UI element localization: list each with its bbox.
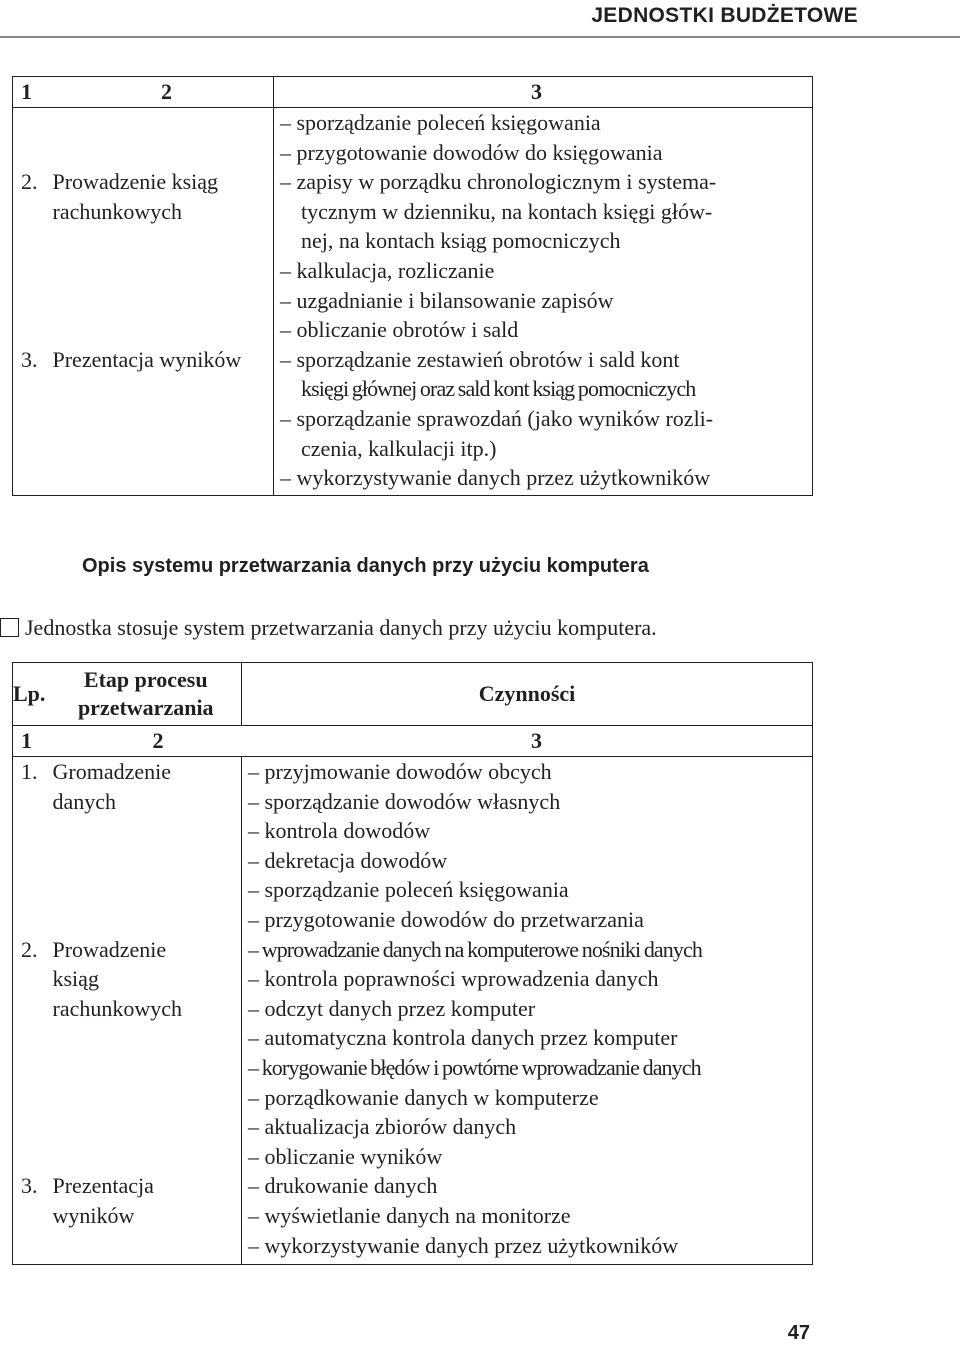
activity-item: – obliczanie obrotów i sald	[280, 317, 519, 343]
activity-item: – sporządzanie poleceń księgowania	[248, 877, 569, 903]
row-activities	[274, 108, 813, 168]
row-lp	[13, 108, 51, 168]
activity-item: – aktualizacja zbiorów danych	[248, 1114, 517, 1140]
activity-item-continuation: księgi głównej oraz sald kont ksiąg pomocniczych	[301, 376, 696, 402]
col-number-1: 1	[13, 77, 51, 108]
row-stage	[51, 935, 242, 1172]
header-rule	[0, 36, 960, 38]
activity-item: – przygotowanie dowodów do przetwarzania	[248, 906, 644, 932]
row-lp: 3.	[21, 346, 38, 372]
row-stage	[51, 108, 274, 168]
table-row	[13, 757, 813, 935]
stage-line: wyników	[52, 1202, 135, 1228]
page-number: 47	[787, 1322, 810, 1344]
stage-line: danych	[52, 788, 117, 814]
activity-item: – sporządzanie dowodów własnych	[248, 788, 561, 814]
row-lp: 1.	[21, 759, 38, 784]
processing-table-manual	[12, 76, 813, 496]
activity-item: – kontrola poprawności wprowadzenia danych	[248, 966, 659, 992]
activity-item: – kontrola dowodów	[248, 818, 431, 844]
activity-item: – porządkowanie danych w komputerze	[248, 1084, 599, 1110]
checkbox[interactable]	[0, 618, 19, 637]
activity-item: – przygotowanie dowodów do księgowania	[280, 139, 663, 165]
row-stage: Prezentacja wyników	[52, 346, 242, 372]
row-stage: Prowadzenie ksiąg rachunkowych	[52, 169, 219, 224]
activity-item-continuation: nej, na kontach ksiąg pomocniczych	[301, 228, 621, 254]
activity-item: – wykorzystywanie danych przez użytkowników	[280, 465, 711, 491]
stage-line: Gromadzenie	[52, 759, 171, 784]
header-lp: Lp.	[13, 663, 51, 726]
table-row	[13, 345, 813, 495]
row-lp: 2.	[21, 169, 38, 195]
row-activities	[274, 345, 813, 495]
col-number-3: 3	[274, 77, 813, 108]
header-row	[13, 663, 813, 726]
header-activities: Czynności	[242, 663, 813, 726]
activity-item: – sporządzanie zestawień obrotów i sald kont	[280, 346, 680, 372]
activity-item: – kalkulacja, rozliczanie	[280, 257, 495, 283]
table-row	[13, 1171, 813, 1264]
activity-item: – drukowanie danych	[248, 1173, 438, 1199]
processing-table-computer	[12, 662, 813, 1265]
activity-item: – wyświetlanie danych na monitorze	[248, 1202, 571, 1228]
activity-item: – przyjmowanie dowodów obcych	[248, 759, 552, 784]
activity-item: – korygowanie błędów i powtórne wprowadzanie danych	[248, 1054, 701, 1080]
row-lp: 2.	[21, 936, 38, 962]
activity-item: – wprowadzanie danych na komputerowe nośniki danych	[248, 936, 702, 962]
activity-item: – automatyczna kontrola danych przez komputer	[248, 1025, 678, 1051]
row-lp: 3.	[21, 1173, 38, 1199]
activity-item-continuation: tycznym w dzienniku, na kontach księgi głów-	[301, 198, 713, 224]
running-header: JEDNOSTKI BUDŻETOWE	[591, 4, 858, 27]
activity-item-continuation: czenia, kalkulacji itp.)	[301, 435, 497, 461]
activity-item: – wykorzystywanie danych przez użytkowników	[248, 1232, 679, 1258]
table-row	[13, 108, 813, 168]
checkbox-option[interactable]	[0, 615, 657, 641]
header-stage-line: przetwarzania	[77, 695, 214, 720]
table-row	[13, 167, 813, 345]
column-number-row	[13, 726, 813, 757]
header-stage-line: Etap procesu	[83, 667, 208, 692]
stage-line: Prezentacja	[52, 1173, 154, 1199]
header-stage	[51, 663, 242, 726]
row-activities	[242, 1171, 813, 1264]
col-number-1: 1	[13, 726, 51, 757]
activity-item: – dekretacja dowodów	[248, 847, 448, 873]
activity-item: – odczyt danych przez komputer	[248, 995, 536, 1021]
checkbox-label: Jednostka stosuje system przetwarzania danych przy użyciu komputera.	[25, 615, 657, 640]
stage-line: ksiąg	[52, 966, 99, 992]
column-number-row	[13, 77, 813, 108]
stage-line: rachunkowych	[52, 995, 183, 1021]
row-activities	[242, 757, 813, 935]
row-activities	[242, 935, 813, 1172]
activity-item: – sporządzanie poleceń księgowania	[280, 110, 601, 135]
col-number-3: 3	[242, 726, 813, 757]
activity-item: – uzgadnianie i bilansowanie zapisów	[280, 287, 614, 313]
col-number-2: 2	[51, 726, 242, 757]
row-activities	[274, 167, 813, 345]
row-stage	[51, 757, 242, 935]
col-number-2: 2	[51, 77, 274, 108]
stage-line: Prowadzenie	[52, 936, 167, 962]
row-stage	[51, 1171, 242, 1264]
activity-item: – zapisy w porządku chronologicznym i systema-	[280, 169, 717, 195]
section-title: Opis systemu przetwarzania danych przy użyciu komputera	[82, 555, 649, 577]
table-row	[13, 935, 813, 1172]
activity-item: – obliczanie wyników	[248, 1143, 443, 1169]
activity-item: – sporządzanie sprawozdań (jako wyników rozli-	[280, 405, 714, 431]
